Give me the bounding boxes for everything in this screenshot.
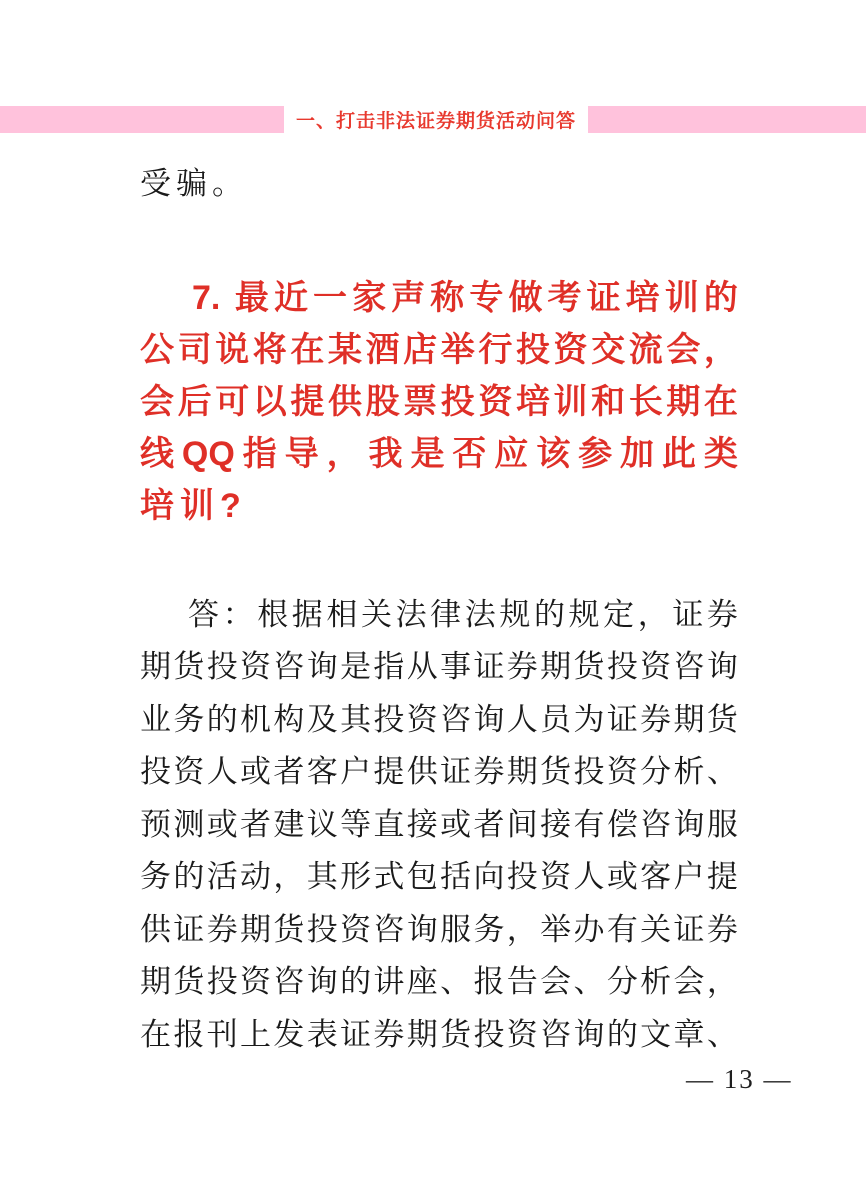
question-heading [140,272,738,532]
answer-line: 投 资 人 或 者 客 户 提 供 证 券 期 货 投 资 分 析 、 [140,754,738,790]
question-line: 培训? [140,487,247,525]
answer-line: 期 货 投 资 咨 询 的 讲 座 、 报 告 会 、 分 析 会 ， [140,964,738,1000]
answer-paragraph [140,588,738,1061]
answer-line: 答 ： 根 据 相 关 法 律 法 规 的 规 定 ， 证 券 [188,596,738,632]
answer-line: 业 务 的 机 构 及 其 投 资 咨 询 人 员 为 证 券 期 货 [140,701,738,737]
header-rule-right [588,106,866,133]
answer-line: 供 证 券 期 货 投 资 咨 询 服 务 ， 举 办 有 关 证 券 [140,911,738,947]
answer-line: 在 报 刊 上 发 表 证 券 期 货 投 资 咨 询 的 文 章 、 [140,1016,738,1052]
chapter-title: 一、打击非法证券期货活动问答 [295,111,576,132]
question-line: 会 后 可 以 提 供 股 票 投 资 培 训 和 长 期 在 [140,383,738,421]
question-line: 公 司 说 将 在 某 酒 店 举 行 投 资 交 流 会 ， [140,331,738,369]
question-line: 7. 最 近 一 家 声 称 专 做 考 证 培 训 的 [192,279,738,317]
carryover-paragraph: 受骗。 [140,166,248,201]
page-number: — 13 — [686,1064,793,1094]
answer-line: 预 测 或 者 建 议 等 直 接 或 者 间 接 有 偿 咨 询 服 [140,806,738,842]
header-rule-left [0,106,284,133]
answer-line: 期 货 投 资 咨 询 是 指 从 事 证 券 期 货 投 资 咨 询 [140,649,738,685]
answer-line: 务 的 活 动 ， 其 形 式 包 括 向 投 资 人 或 客 户 提 [140,859,738,895]
question-line: 线 QQ 指 导 ， 我 是 否 应 该 参 加 此 类 [140,435,738,473]
